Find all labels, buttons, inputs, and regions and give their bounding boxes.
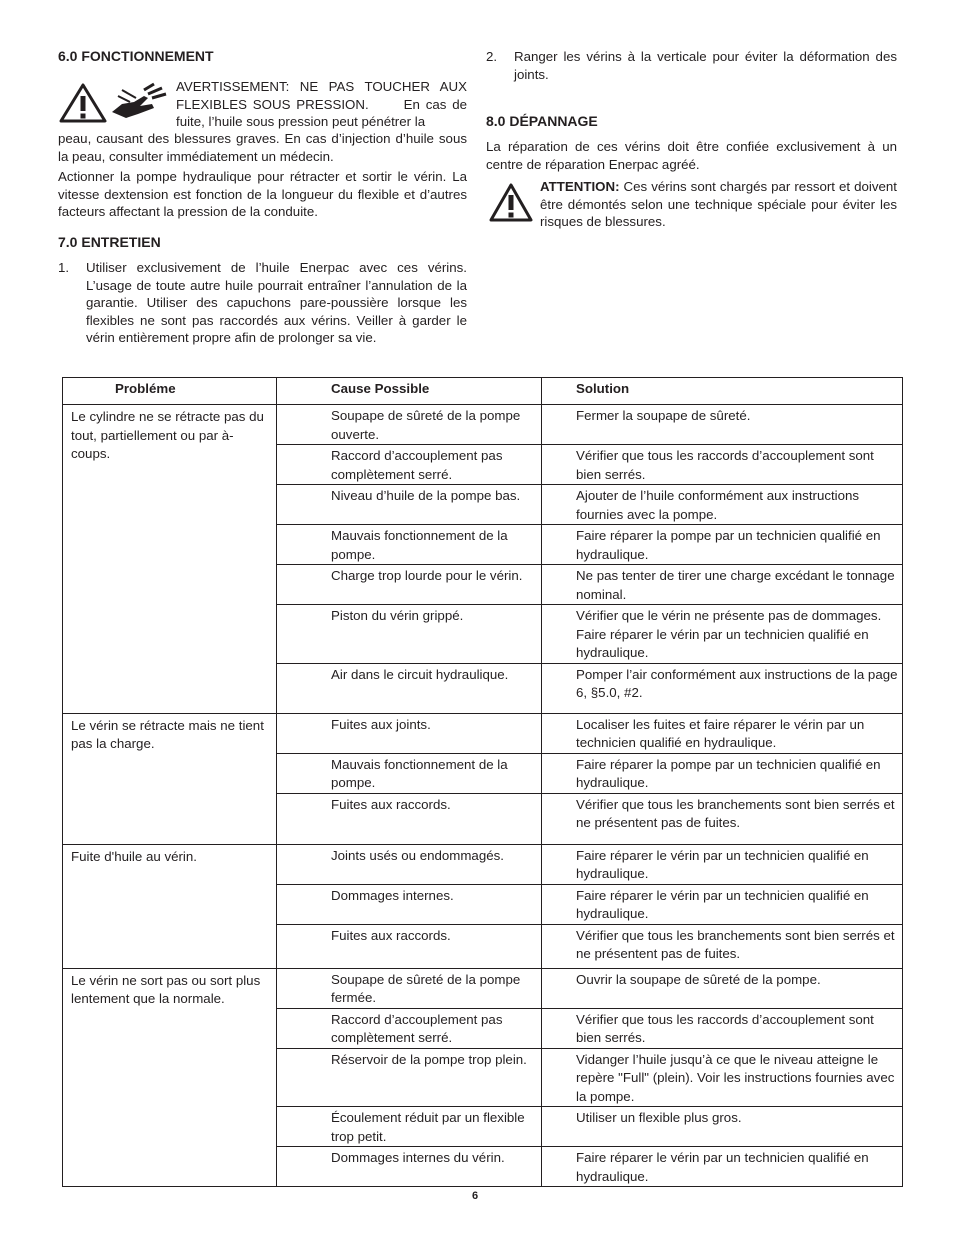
attention-note: ATTENTION: Ces vérins sont chargés par ressort et doivent être démontés selon une technique spéciale pour éviter les risques de blessures. <box>540 179 897 229</box>
troubleshooting-table <box>62 377 903 1187</box>
cause-cell: Joints usés ou endommagés. <box>277 844 542 884</box>
header-cause: Cause Possible <box>277 378 542 405</box>
list-item-number: 1. <box>58 260 70 275</box>
cause-cell: Fuites aux joints. <box>277 713 542 753</box>
hand-injection-hazard-icon <box>108 82 168 124</box>
problem-cell: Le cylindre ne se rétracte pas du tout, partiellement ou par à-coups. <box>63 405 277 714</box>
cause-cell: Raccord d’accouplement pas complètement serré. <box>277 445 542 485</box>
problem-cell: Le vérin se rétracte mais ne tient pas la charge. <box>63 713 277 844</box>
solution-cell: Vidanger l’huile jusqu’à ce que le niveau atteigne le repère "Full" (plein). Voir les instructions fournies avec la pompe. <box>542 1048 903 1107</box>
list-item <box>486 48 897 83</box>
cause-cell: Soupape de sûreté de la pompe ouverte. <box>277 405 542 445</box>
warning-triangle-icon <box>58 82 108 124</box>
solution-cell: Utiliser un flexible plus gros. <box>542 1107 903 1147</box>
solution-cell: Vérifier que tous les branchements sont bien serrés et ne présentent pas de fuites. <box>542 793 903 844</box>
attention-triangle-icon <box>488 182 534 224</box>
list-item-text: Ranger les vérins à la verticale pour éviter la déformation des joints. <box>514 49 897 82</box>
solution-cell: Faire réparer le vérin par un technicien qualifié en hydraulique. <box>542 1147 903 1187</box>
list-item-number: 2. <box>486 49 498 64</box>
solution-cell: Faire réparer le vérin par un technicien qualifié en hydraulique. <box>542 884 903 924</box>
cause-cell: Dommages internes du vérin. <box>277 1147 542 1187</box>
table-row <box>63 713 903 753</box>
table-row <box>63 844 903 884</box>
page-number: 6 <box>472 1190 479 1202</box>
problem-cell: Le vérin ne sort pas ou sort plus lentement que la normale. <box>63 968 277 1187</box>
section-6-paragraph: Actionner la pompe hydraulique pour rétracter et sortir le vérin. La vitesse dextension est fonction de la longueur du flexible et d’autres facteurs affectant la pression de la conduite. <box>58 169 467 219</box>
warning-icons <box>58 80 170 126</box>
warning-heading: AVERTISSEMENT: NE PAS TOUCHER AUX FLEXIBLES SOUS PRESSION. En cas de fuite, l’huile sous pression peut pénétrer la <box>176 79 467 129</box>
table-header-row <box>63 378 903 405</box>
header-problem: Probléme <box>63 378 277 405</box>
section-8-title: 8.0 DÉPANNAGE <box>486 113 598 129</box>
cause-cell: Fuites aux raccords. <box>277 793 542 844</box>
cause-cell: Écoulement réduit par un flexible trop petit. <box>277 1107 542 1147</box>
solution-cell: Vérifier que tous les branchements sont bien serrés et ne présentent pas de fuites. <box>542 924 903 968</box>
cause-cell: Mauvais fonctionnement de la pompe. <box>277 525 542 565</box>
solution-cell: Vérifier que tous les raccords d’accouplement sont bien serrés. <box>542 1008 903 1048</box>
section-8-paragraph: La réparation de ces vérins doit être confiée exclusivement à un centre de réparation Enerpac agréé. <box>486 139 897 172</box>
solution-cell: Fermer la soupape de sûreté. <box>542 405 903 445</box>
cause-cell: Soupape de sûreté de la pompe fermée. <box>277 968 542 1008</box>
cause-cell: Piston du vérin grippé. <box>277 605 542 664</box>
cause-cell: Mauvais fonctionnement de la pompe. <box>277 753 542 793</box>
cause-cell: Réservoir de la pompe trop plein. <box>277 1048 542 1107</box>
solution-cell: Faire réparer la pompe par un technicien qualifié en hydraulique. <box>542 753 903 793</box>
table-row <box>63 968 903 1008</box>
solution-cell: Ouvrir la soupape de sûreté de la pompe. <box>542 968 903 1008</box>
solution-cell: Ne pas tenter de tirer une charge excédant le tonnage nominal. <box>542 565 903 605</box>
solution-cell: Faire réparer le vérin par un technicien qualifié en hydraulique. <box>542 844 903 884</box>
solution-cell: Vérifier que tous les raccords d’accouplement sont bien serrés. <box>542 445 903 485</box>
table-row <box>63 405 903 445</box>
warning-body: peau, causant des blessures graves. En cas d’injection d’huile sous la peau, consulter immédiatement un médecin. <box>58 131 467 164</box>
cause-cell: Air dans le circuit hydraulique. <box>277 663 542 713</box>
solution-cell: Pomper l’air conformément aux instructions de la page 6, §5.0, #2. <box>542 663 903 713</box>
problem-cell: Fuite d'huile au vérin. <box>63 844 277 968</box>
list-item <box>58 259 467 347</box>
cause-cell: Niveau d’huile de la pompe bas. <box>277 485 542 525</box>
cause-cell: Raccord d’accouplement pas complètement serré. <box>277 1008 542 1048</box>
section-6-title: 6.0 FONCTIONNEMENT <box>58 48 214 64</box>
cause-cell: Fuites aux raccords. <box>277 924 542 968</box>
header-solution: Solution <box>542 378 903 405</box>
solution-cell: Vérifier que le vérin ne présente pas de dommages. Faire réparer le vérin par un technicien qualifié en hydraulique. <box>542 605 903 664</box>
cause-cell: Charge trop lourde pour le vérin. <box>277 565 542 605</box>
cause-cell: Dommages internes. <box>277 884 542 924</box>
solution-cell: Faire réparer la pompe par un technicien qualifié en hydraulique. <box>542 525 903 565</box>
list-item-text: Utiliser exclusivement de l’huile Enerpac avec ces vérins. L’usage de toute autre huile pourrait entraîner l’annulation de la garantie. Utiliser des capuchons pare-poussière lorsque les flexibles ne sont pas raccordés aux vérins. Veiller à garder le vérin entièrement propre afin de prolonger sa vie. <box>86 260 467 345</box>
table-body <box>63 405 903 1187</box>
solution-cell: Localiser les fuites et faire réparer le vérin par un technicien qualifié en hydraulique. <box>542 713 903 753</box>
solution-cell: Ajouter de l’huile conformément aux instructions fournies avec la pompe. <box>542 485 903 525</box>
section-7-title: 7.0 ENTRETIEN <box>58 234 161 250</box>
